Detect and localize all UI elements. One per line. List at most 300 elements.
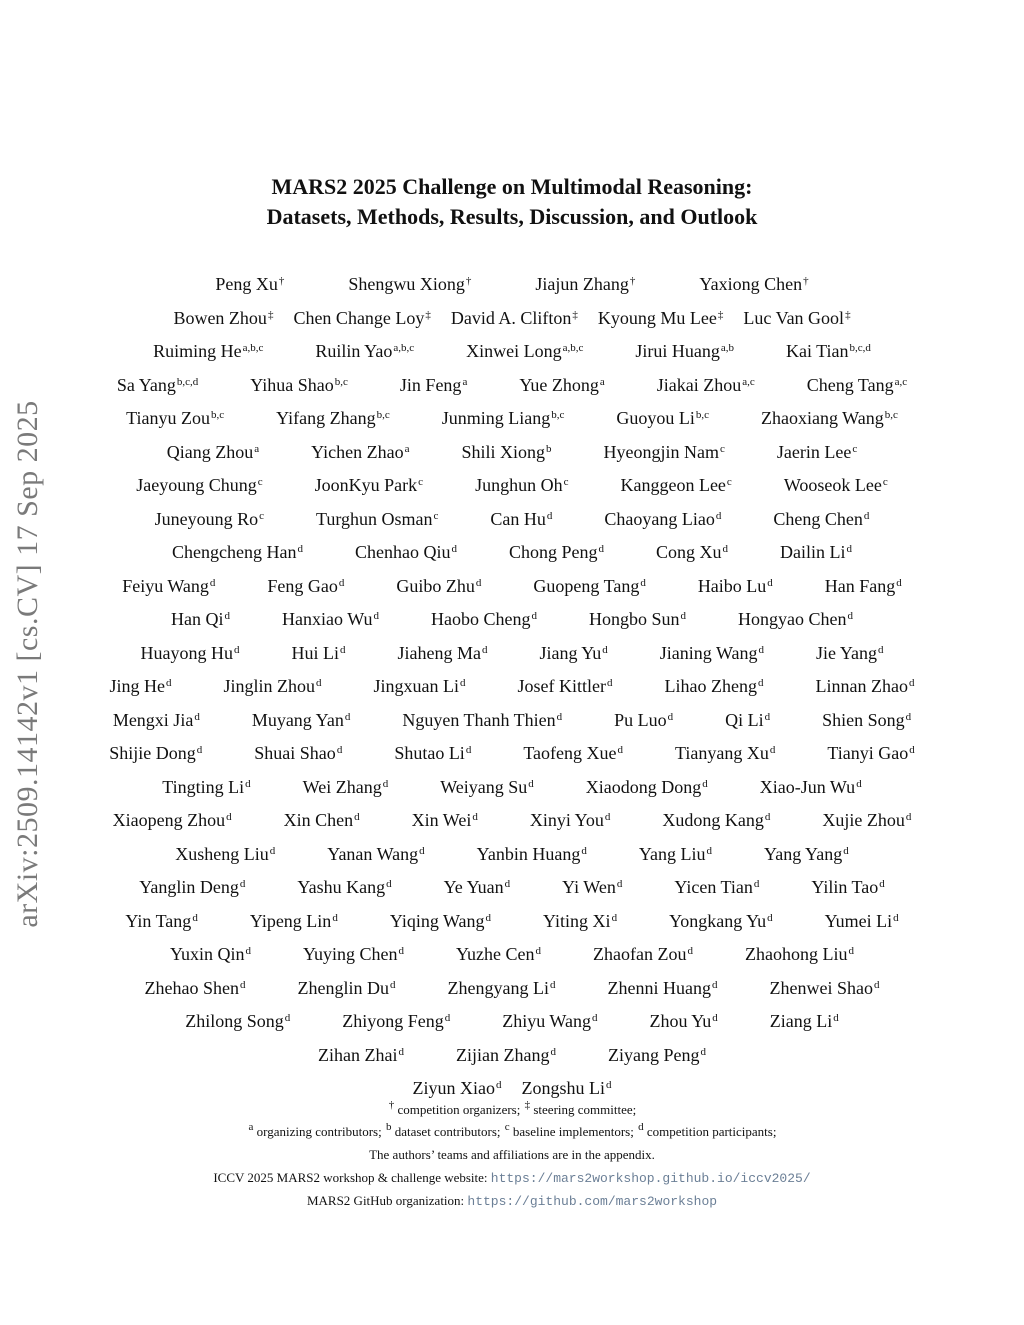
author-affiliation-mark: d	[550, 1045, 556, 1058]
author-affiliation-mark: ‡	[267, 308, 274, 321]
author-row	[0, 938, 1024, 972]
author-affiliation-mark: d	[496, 1079, 502, 1092]
author	[825, 911, 899, 932]
author-name: Jingxuan Li	[373, 676, 460, 697]
author	[608, 978, 718, 999]
author	[145, 978, 246, 999]
author-affiliation-mark: d	[667, 710, 674, 723]
author-affiliation-mark: d	[390, 978, 396, 991]
role-legend-organizers	[0, 1100, 1024, 1120]
author	[543, 911, 617, 932]
author	[456, 944, 541, 965]
author	[519, 375, 604, 396]
author-name: Han Qi	[171, 609, 224, 630]
author	[598, 308, 723, 329]
author-row	[0, 637, 1024, 671]
author-row	[0, 1005, 1024, 1039]
author-name: Shengwu Xiong	[348, 274, 465, 295]
author	[773, 509, 869, 530]
author	[431, 609, 537, 630]
author-row	[0, 436, 1024, 470]
author-name: Jinglin Zhou	[223, 676, 316, 697]
author	[139, 877, 245, 898]
author-affiliation-mark: ‡	[425, 308, 431, 321]
github-link[interactable]: https://github.com/mars2workshop	[467, 1194, 718, 1209]
author	[522, 1078, 612, 1099]
author-name: Yuying Chen	[303, 944, 398, 965]
author	[155, 509, 264, 530]
author-affiliation-mark: c	[563, 476, 569, 489]
author	[477, 844, 587, 865]
author-row	[0, 469, 1024, 503]
author	[530, 810, 611, 831]
author-row	[0, 871, 1024, 905]
author-name: Shutao Li	[394, 743, 465, 764]
author-name: Zhengyang Li	[447, 977, 549, 998]
author-name: Xusheng Liu	[175, 843, 269, 864]
author	[675, 743, 775, 764]
author-name: Mengxi Jia	[112, 709, 194, 730]
mark-c: c	[504, 1121, 510, 1133]
author-name: Guoyou Li	[616, 408, 695, 429]
author-affiliation-mark: d	[602, 643, 608, 656]
author-affiliation-mark: d	[245, 777, 251, 790]
author-affiliation-mark: b,c	[695, 409, 710, 422]
author	[440, 777, 534, 798]
author	[738, 609, 853, 630]
author-affiliation-mark: d	[233, 643, 240, 656]
author	[620, 475, 731, 496]
author-row	[0, 536, 1024, 570]
author-name: Yanglin Deng	[139, 877, 239, 898]
author	[315, 475, 423, 496]
author-row	[0, 402, 1024, 436]
author-name: Shili Xiong	[461, 441, 546, 462]
author-name: Haobo Cheng	[430, 609, 531, 630]
author	[518, 676, 613, 697]
author-affiliation-mark: d	[598, 543, 604, 556]
author-name: Xinwei Long	[466, 341, 562, 362]
author	[327, 844, 424, 865]
author	[109, 743, 202, 764]
author-affiliation-mark: d	[715, 509, 722, 522]
author-name: Ye Yuan	[443, 877, 504, 898]
author-affiliation-mark: d	[833, 1012, 839, 1025]
author-row	[0, 905, 1024, 939]
author-row	[0, 369, 1024, 403]
website-link[interactable]: https://mars2workshop.github.io/iccv2025/	[490, 1171, 811, 1186]
author-name: Yiting Xi	[543, 910, 611, 931]
author-affiliation-mark: d	[339, 643, 346, 656]
author-affiliation-mark: d	[550, 978, 556, 991]
author	[822, 810, 911, 831]
author-name: Zhaofan Zou	[593, 944, 687, 965]
author-affiliation-mark: d	[332, 911, 338, 924]
author	[639, 844, 712, 865]
author-name: David A. Clifton	[450, 307, 572, 328]
author-name: Shijie Dong	[109, 743, 196, 764]
author-name: Guopeng Tang	[533, 575, 640, 596]
author	[669, 911, 773, 932]
author	[390, 911, 491, 932]
author-name: Chong Peng	[508, 542, 598, 563]
author-affiliation-mark: d	[847, 610, 853, 623]
author-name: Ziyun Xiao	[412, 1078, 495, 1099]
author-affiliation-mark: a	[462, 375, 468, 388]
author-affiliation-mark: d	[767, 911, 773, 924]
author	[593, 944, 693, 965]
author	[394, 743, 471, 764]
author-name: Muyang Yan	[251, 709, 344, 730]
author-name: Ziyang Peng	[607, 1044, 700, 1065]
author	[761, 408, 898, 429]
author	[656, 542, 728, 563]
author-name: Tingting Li	[162, 776, 245, 797]
author	[616, 408, 709, 429]
author-name: Jiakai Zhou	[656, 374, 742, 395]
author	[539, 643, 607, 664]
author-affiliation-mark: d	[460, 677, 466, 690]
author	[764, 844, 849, 865]
author-affiliation-mark: b,c	[884, 409, 898, 422]
role-legend-contributors	[0, 1120, 1024, 1143]
author-affiliation-mark: ‡	[717, 308, 724, 321]
author-affiliation-mark: †	[803, 275, 809, 288]
title-line-1: MARS2 2025 Challenge on Multimodal Reasoning:	[271, 174, 753, 199]
author	[267, 576, 344, 597]
author-name: Hanxiao Wu	[282, 609, 373, 630]
author-affiliation-mark: d	[908, 677, 915, 690]
author-name: Xiao-Jun Wu	[759, 776, 856, 797]
author	[743, 308, 850, 329]
author	[291, 643, 345, 664]
author-affiliation-mark: c	[418, 476, 424, 489]
author-affiliation-mark: d	[240, 978, 246, 991]
author-name: Zhenglin Du	[297, 977, 390, 998]
author	[224, 676, 322, 697]
role-steering-text: steering committee;	[530, 1102, 637, 1117]
author-affiliation-mark: d	[444, 1012, 451, 1025]
author-affiliation-mark: d	[617, 744, 624, 757]
author-name: Jie Yang	[816, 642, 878, 663]
author	[475, 475, 568, 496]
author-name: Jiaheng Ma	[397, 642, 481, 663]
author	[699, 274, 808, 295]
author-affiliation-mark: d	[879, 878, 885, 891]
author-name: Cong Xu	[655, 542, 722, 563]
author	[316, 509, 438, 530]
author-name: Tianyu Zou	[126, 408, 210, 429]
author-name: Yanbin Huang	[476, 843, 581, 864]
author-affiliation-mark: d	[297, 543, 303, 556]
author-name: Yi Wen	[562, 877, 616, 898]
author-name: Kyoung Mu Lee	[597, 307, 717, 328]
author-affiliation-mark: d	[722, 543, 728, 556]
author-affiliation-mark: d	[245, 945, 252, 958]
author-affiliation-mark: d	[863, 509, 870, 522]
author	[451, 308, 578, 329]
author-affiliation-mark: d	[712, 1012, 718, 1025]
author-name: JoonKyu Park	[314, 475, 418, 496]
author-name: Cheng Tang	[806, 374, 894, 395]
author-name: Jianing Wang	[659, 642, 758, 663]
author	[490, 509, 552, 530]
author-affiliation-mark: d	[640, 576, 646, 589]
author-name: Zhaohong Liu	[744, 944, 848, 965]
author-name: Nguyen Thanh Thien	[402, 709, 556, 730]
author-affiliation-mark: d	[893, 911, 899, 924]
author-name: Ruilin Yao	[315, 341, 393, 362]
author-affiliation-mark: d	[382, 777, 389, 790]
author-affiliation-mark: d	[753, 878, 760, 891]
author-row	[0, 670, 1024, 704]
author-name: Junghun Oh	[475, 475, 563, 496]
author-row	[0, 838, 1024, 872]
author-affiliation-mark: d	[398, 945, 405, 958]
author	[608, 1045, 706, 1066]
author-name: Yashu Kang	[297, 877, 386, 898]
author	[284, 810, 360, 831]
author-affiliation-mark: a	[599, 375, 605, 388]
author	[125, 911, 197, 932]
author-name: Juneyoung Ro	[154, 508, 259, 529]
author	[770, 1011, 839, 1032]
author-row	[0, 503, 1024, 537]
author-name: Hongbo Sun	[588, 609, 680, 630]
author-affiliation-mark: d	[556, 710, 563, 723]
author	[674, 877, 759, 898]
author-name: Xiaopeng Zhou	[112, 810, 226, 831]
author-name: Lihao Zheng	[664, 676, 757, 697]
author-name: Yang Liu	[638, 843, 706, 864]
author-affiliation-mark: a,c	[742, 375, 755, 388]
author-affiliation-mark: d	[398, 1045, 404, 1058]
role-a-text: organizing contributors;	[253, 1124, 385, 1139]
author-name: Jiajun Zhang	[535, 274, 629, 295]
author-affiliation-mark: d	[680, 610, 686, 623]
author	[250, 375, 348, 396]
author-affiliation-mark: d	[687, 945, 693, 958]
author-affiliation-mark: d	[451, 543, 457, 556]
author-row	[0, 972, 1024, 1006]
author-affiliation-mark: a,c	[894, 375, 908, 388]
author	[589, 609, 686, 630]
role-c-text: baseline implementors;	[509, 1124, 638, 1139]
author-affiliation-mark: d	[373, 610, 379, 623]
author-affiliation-mark: d	[224, 610, 231, 623]
author-affiliation-mark: d	[196, 744, 203, 757]
author	[153, 341, 263, 362]
author	[807, 375, 907, 396]
author-affiliation-mark: c	[726, 476, 732, 489]
author-name: Wei Zhang	[302, 776, 382, 797]
author-name: Shuai Shao	[254, 743, 336, 764]
author-affiliation-mark: c	[257, 476, 263, 489]
author-name: Xujie Zhou	[822, 810, 905, 831]
author-affiliation-mark: d	[481, 643, 488, 656]
author	[293, 308, 430, 329]
website-note	[0, 1166, 1024, 1189]
github-note	[0, 1189, 1024, 1212]
author	[355, 542, 457, 563]
author-name: Huayong Hu	[140, 642, 233, 663]
author-affiliation-mark: a	[254, 442, 260, 455]
author	[811, 877, 884, 898]
author-name: Yuzhe Cen	[456, 944, 535, 965]
author-affiliation-mark: a,b	[720, 342, 735, 355]
author-affiliation-mark: d	[611, 911, 618, 924]
author	[777, 442, 857, 463]
author	[662, 810, 770, 831]
author	[760, 777, 862, 798]
author	[113, 710, 200, 731]
author-name: Sa Yang	[116, 374, 176, 395]
affiliations-note: The authors’ teams and affiliations are in the appendix.	[369, 1147, 655, 1162]
author-affiliation-mark: d	[764, 811, 771, 824]
author-name: Guibo Zhu	[396, 575, 475, 596]
author-row	[0, 335, 1024, 369]
author-name: Zhiyong Feng	[342, 1011, 444, 1032]
author-name: Ziang Li	[769, 1011, 833, 1032]
author-affiliation-mark: b,c	[334, 375, 348, 388]
author-row	[0, 302, 1024, 336]
author-name: Dailin Li	[779, 542, 846, 563]
author-affiliation-mark: c	[259, 509, 264, 522]
author	[698, 576, 773, 597]
author	[665, 676, 764, 697]
author-row	[0, 1039, 1024, 1073]
author-affiliation-mark: d	[711, 978, 718, 991]
author-name: Yichen Zhao	[311, 441, 404, 462]
author-affiliation-mark: b	[546, 442, 552, 455]
author-name: Yilin Tao	[811, 877, 879, 898]
author	[780, 542, 852, 563]
author	[509, 542, 604, 563]
author-name: Zihan Zhai	[318, 1044, 398, 1065]
author-affiliation-mark: d	[316, 677, 322, 690]
author	[173, 308, 273, 329]
author-affiliation-mark: d	[909, 744, 915, 757]
author	[297, 877, 391, 898]
author-affiliation-mark: d	[209, 576, 216, 589]
author-row	[0, 737, 1024, 771]
author-row	[0, 570, 1024, 604]
author	[769, 978, 879, 999]
author-affiliation-mark: d	[758, 677, 764, 690]
author-name: Jaerin Lee	[776, 441, 852, 462]
author-name: Jiang Yu	[539, 642, 602, 663]
author-affiliation-mark: d	[607, 677, 613, 690]
author-name: Yaxiong Chen	[699, 274, 803, 295]
author-name: Yue Zhong	[519, 374, 599, 395]
author-affiliation-mark: d	[192, 911, 198, 924]
author-name: Jing He	[109, 676, 166, 697]
author	[162, 777, 250, 798]
author-affiliation-mark: d	[475, 576, 482, 589]
author	[172, 542, 303, 563]
author	[318, 1045, 404, 1066]
author-affiliation-mark: c	[433, 509, 439, 522]
author	[725, 710, 770, 731]
author-affiliation-mark: d	[546, 509, 553, 522]
author-affiliation-mark: ‡	[845, 308, 851, 321]
author-affiliation-mark: a	[404, 442, 410, 455]
role-organizers-text: competition organizers;	[394, 1102, 524, 1117]
author-affiliation-mark: d	[531, 610, 537, 623]
author-name: Hui Li	[291, 642, 339, 663]
author-name: Feng Gao	[267, 575, 338, 596]
author-affiliation-mark: a,b,c	[393, 342, 415, 355]
author	[171, 609, 230, 630]
footnotes	[0, 1100, 1024, 1212]
author-name: Zhenni Huang	[607, 977, 711, 998]
author	[374, 676, 466, 697]
author-affiliation-mark: †	[465, 275, 472, 288]
author	[110, 676, 172, 697]
author-name: Yang Yang	[764, 843, 843, 864]
author-name: Peng Xu	[215, 274, 278, 295]
author-name: Turghun Osman	[315, 508, 433, 529]
author	[444, 877, 511, 898]
author-affiliation-mark: d	[846, 543, 852, 556]
author-name: Kanggeon Lee	[620, 475, 726, 496]
author-name: Feiyu Wang	[122, 575, 209, 596]
author	[533, 576, 645, 597]
author-affiliation-mark: d	[344, 710, 351, 723]
author-name: Yihua Shao	[250, 374, 334, 395]
author-affiliation-mark: d	[336, 744, 343, 757]
author-affiliation-mark: d	[528, 777, 534, 790]
double-dagger-mark: ‡	[524, 1099, 531, 1111]
author	[215, 274, 284, 295]
author-name: Chaoyang Liao	[604, 508, 715, 529]
author-name: Zhiyu Wang	[502, 1011, 591, 1032]
author-affiliation-mark: d	[873, 978, 880, 991]
author-affiliation-mark: †	[629, 275, 636, 288]
author-affiliation-mark: d	[767, 576, 773, 589]
author-name: Chenhao Qiu	[354, 542, 451, 563]
author	[604, 442, 725, 463]
author-row	[0, 268, 1024, 302]
mark-a: a	[248, 1121, 254, 1133]
author-name: Wooseok Lee	[783, 475, 882, 496]
author-affiliation-mark: d	[194, 710, 200, 723]
arxiv-stamp: arXiv:2509.14142v1 [cs.CV] 17 Sep 2025	[11, 400, 44, 928]
author-affiliation-mark: d	[616, 878, 623, 891]
author	[282, 609, 379, 630]
author	[315, 341, 414, 362]
author-affiliation-mark: b,c	[551, 409, 565, 422]
author	[298, 978, 396, 999]
author-affiliation-mark: d	[769, 744, 776, 757]
author-name: Yicen Tian	[674, 877, 753, 898]
author	[397, 643, 487, 664]
author-name: Hyeongjin Nam	[603, 441, 719, 462]
author	[462, 442, 552, 463]
author	[167, 442, 259, 463]
author-name: Yipeng Lin	[249, 910, 332, 931]
author-row	[0, 704, 1024, 738]
author	[614, 710, 673, 731]
author	[402, 710, 562, 731]
author	[250, 911, 338, 932]
author-affiliation-mark: d	[843, 844, 849, 857]
author-affiliation-mark: d	[606, 1079, 612, 1092]
author-affiliation-mark: d	[896, 576, 902, 589]
author	[122, 576, 215, 597]
author	[117, 375, 198, 396]
author-affiliation-mark: a,b,c	[562, 342, 584, 355]
